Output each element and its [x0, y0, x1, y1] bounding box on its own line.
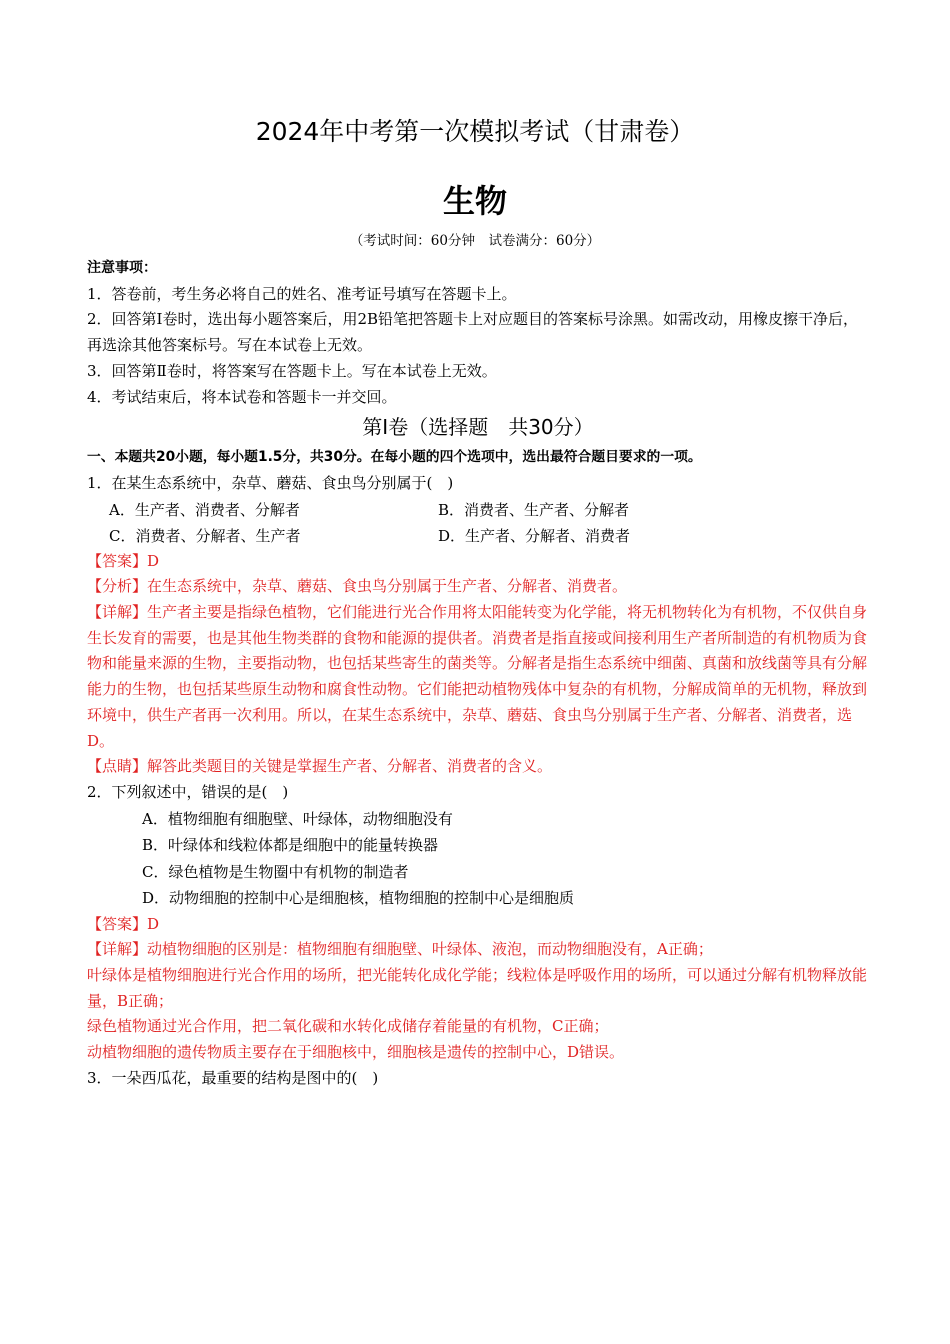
option: A．植物细胞有细胞壁、叶绿体，动物细胞没有: [142, 809, 453, 828]
section-title: 第Ⅰ卷（选择题 共30分）: [362, 415, 594, 440]
option: C．消费者、分解者、生产者: [109, 526, 301, 545]
notice-item: 4．考试结束后，将本试卷和答题卡一并交回。: [87, 387, 397, 406]
analysis: 【分析】在生态系统中，杂草、蘑菇、食虫鸟分别属于生产者、分解者、消费者。: [87, 577, 628, 596]
notice-item: 1．答卷前，考生务必将自己的姓名、准考证号填写在答题卡上。: [87, 284, 517, 303]
detail: 【详解】生产者主要是指绿色植物，它们能进行光合作用将太阳能转变为化学能，将无机物转化为有机物，不仅供自身生长发育的需要，也是其他生物类群的食物和能源的提供者。消费者是指直接或间接利用生产者所制造的有机物质为食物和能量来源的生物，主要指动物，也包括某些寄生的菌类等。分解者是指生态系统中细菌、真菌和放线菌等具有分解能力的生物，也包括某些原生动物和腐食性动物。它们能把动植物残体中复杂的有机物，分解成简单的无机物，释放到环境中，供生产者再一次利用。所以，在某生态系统中，杂草、蘑菇、食虫鸟分别属于生产者、分解者、消费者，选D。: [87, 603, 868, 750]
notice-item: 3．回答第Ⅱ卷时，将答案写在答题卡上。写在本试卷上无效。: [87, 361, 497, 380]
detail: 绿色植物通过光合作用，把二氧化碳和水转化成储存着能量的有机物，C正确；: [87, 1017, 609, 1036]
question-stem: 1．在某生态系统中，杂草、蘑菇、食虫鸟分别属于( ): [87, 473, 454, 492]
notice-heading: 注意事项：: [87, 260, 157, 276]
notice-item: 2．回答第Ⅰ卷时，选出每小题答案后，用2B铅笔把答题卡上对应题目的答案标号涂黑。如需改动，用橡皮擦干净后，再选涂其他答案标号。写在本试卷上无效。: [87, 310, 859, 355]
options-row: [87, 497, 869, 523]
answer: 【答案】D: [87, 914, 160, 933]
answer: 【答案】D: [87, 551, 160, 570]
content: [87, 256, 869, 1092]
question-stem: 3．一朵西瓜花，最重要的结构是图中的( ): [87, 1068, 379, 1087]
detail: 叶绿体是植物细胞进行光合作用的场所，把光能转化成化学能；线粒体是呼吸作用的场所，可以通过分解有机物释放能量，B正确；: [87, 966, 868, 1010]
question-stem: 2．下列叙述中，错误的是( ): [87, 782, 289, 801]
option: C．绿色植物是生物圈中有机物的制造者: [142, 862, 409, 881]
detail: 【详解】动植物细胞的区别是：植物细胞有细胞壁、叶绿体、液泡，而动物细胞没有，A正确；: [87, 940, 713, 959]
subject-title: 生物: [442, 182, 507, 220]
exam-title: 2024年中考第一次模拟考试（甘肃卷）: [255, 117, 695, 146]
option: A．生产者、消费者、分解者: [109, 500, 300, 519]
option: B．消费者、生产者、分解者: [438, 500, 630, 519]
option: D．动物细胞的控制中心是细胞核，植物细胞的控制中心是细胞质: [142, 889, 575, 908]
option: B．叶绿体和线粒体都是细胞中的能量转换器: [142, 836, 439, 855]
option: D．生产者、分解者、消费者: [438, 526, 631, 545]
detail: 动植物细胞的遗传物质主要存在于细胞核中，细胞核是遗传的控制中心，D错误。: [87, 1043, 625, 1062]
options-row: [87, 523, 869, 549]
tip: 【点睛】解答此类题目的关键是掌握生产者、分解者、消费者的含义。: [87, 757, 553, 776]
section-instruction: 一、本题共20小题，每小题1.5分，共30分。在每小题的四个选项中，选出最符合题目要求的一项。: [87, 449, 702, 466]
exam-info: （考试时间：60分钟 试卷满分：60分）: [349, 233, 601, 249]
